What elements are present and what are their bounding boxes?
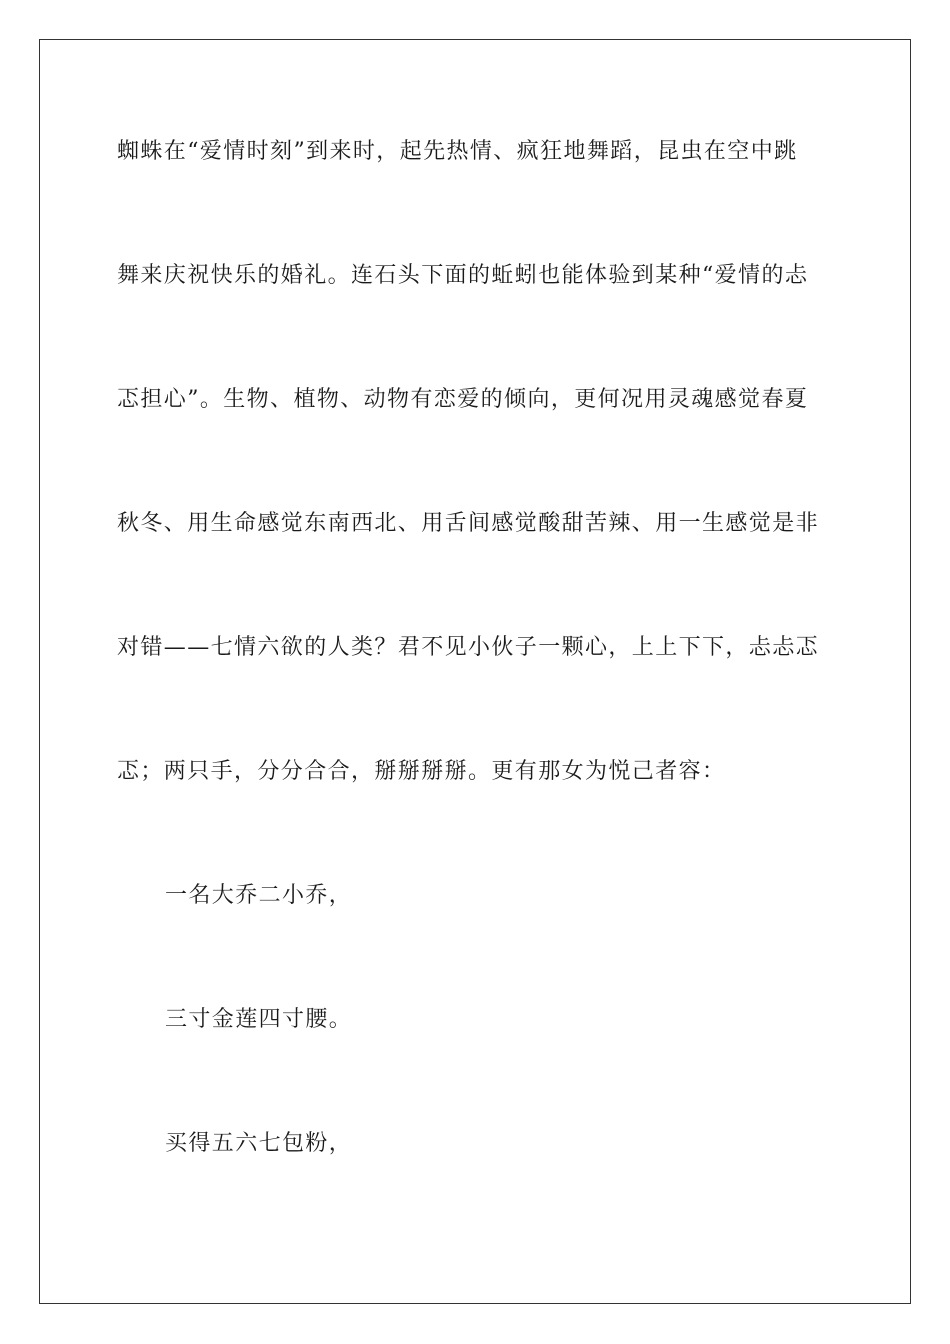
poem-line-1: 一名大乔二小乔， xyxy=(165,883,353,908)
paragraph-line-2: 舞来庆祝快乐的婚礼。连石头下面的蚯蚓也能体验到某种“爱情的忐 xyxy=(117,263,809,288)
paragraph-line-4: 秋冬、用生命感觉东南西北、用舌间感觉酸甜苦辣、用一生感觉是非 xyxy=(117,511,820,536)
poem-line-2: 三寸金莲四寸腰。 xyxy=(165,1007,353,1032)
paragraph-line-3: 忑担心”。生物、植物、动物有恋爱的倾向，更何况用灵魂感觉春夏 xyxy=(117,387,809,412)
paragraph-line-1: 蜘蛛在“爱情时刻”到来时，起先热情、疯狂地舞蹈，昆虫在空中跳 xyxy=(117,139,798,164)
poem-line-3: 买得五六七包粉， xyxy=(165,1131,353,1156)
paragraph-line-5: 对错——七情六欲的人类？君不见小伙子一颗心，上上下下，忐忐忑 xyxy=(117,635,820,660)
page-border xyxy=(39,39,911,1304)
paragraph-line-6: 忑；两只手，分分合合，掰掰掰掰。更有那女为悦己者容： xyxy=(117,759,726,784)
